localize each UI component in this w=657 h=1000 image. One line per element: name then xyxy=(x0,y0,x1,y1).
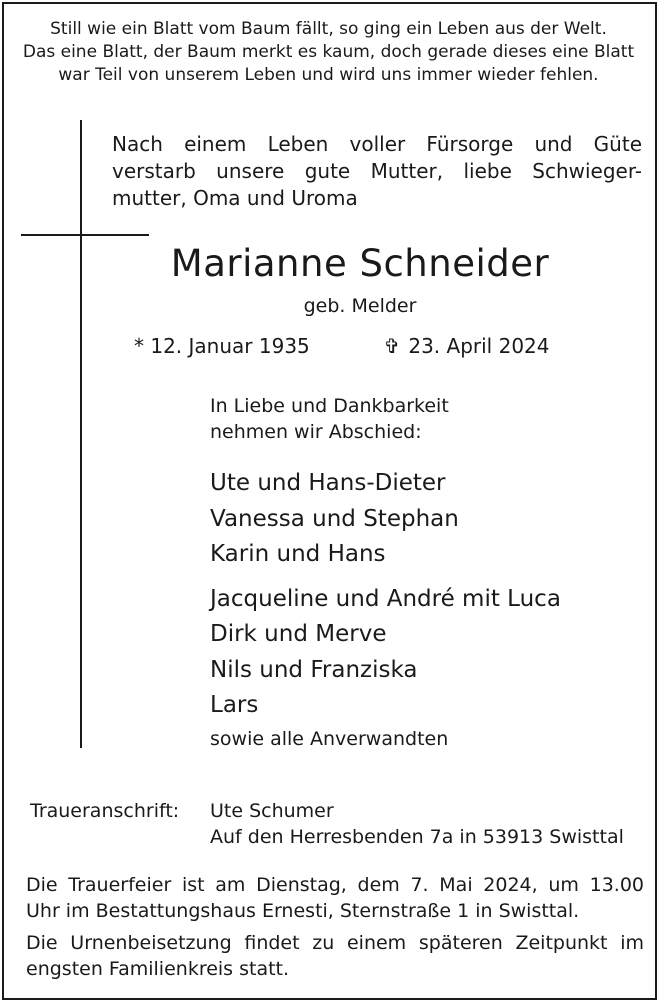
family-member: Ute und Hans-Dieter xyxy=(210,470,446,496)
family-member: Jacqueline und André mit Luca xyxy=(210,585,561,612)
maiden-name: geb. Melder xyxy=(303,295,417,317)
family-member: Vanessa und Stephan xyxy=(210,505,459,532)
mourning-address xyxy=(210,798,624,850)
cross-icon-horizontal xyxy=(21,234,149,236)
intro-line: verstarb unsere gute Mutter, liebe Schwieger- xyxy=(112,159,642,183)
death-date-line xyxy=(382,333,550,359)
farewell-text xyxy=(210,393,449,445)
family-member: Lars xyxy=(210,692,259,718)
poem-line: Still wie ein Blatt vom Baum fällt, so ging ein Leben aus der Welt. xyxy=(50,19,607,39)
ceremony-line: Uhr im Bestattungshaus Ernesti, Sternstraße 1 in Swisttal. xyxy=(26,900,580,922)
burial-line: engsten Familienkreis statt. xyxy=(26,958,290,980)
ceremony-info xyxy=(26,872,644,924)
burial-info xyxy=(26,930,644,982)
death-date: 23. April 2024 xyxy=(408,334,550,358)
death-cross-icon: ✞ xyxy=(383,334,401,358)
cross-icon-vertical xyxy=(80,120,82,748)
address-label: Traueranschrift: xyxy=(30,800,180,822)
farewell-line: nehmen wir Abschied: xyxy=(210,421,422,443)
burial-line: Die Urnenbeisetzung findet zu einem späteren Zeitpunkt im xyxy=(26,932,644,954)
poem-line: Das eine Blatt, der Baum merkt es kaum, doch gerade dieses eine Blatt xyxy=(22,42,635,62)
family-member: Karin und Hans xyxy=(210,541,386,567)
family-member: Dirk und Merve xyxy=(210,621,387,647)
poem-line: war Teil von unserem Leben und wird uns immer wieder fehlen. xyxy=(58,65,599,85)
birth-date: * 12. Januar 1935 xyxy=(134,334,310,358)
address-street: Auf den Herresbenden 7a in 53913 Swisttal xyxy=(210,826,624,848)
intro-line: mutter, Oma und Uroma xyxy=(112,186,358,210)
deceased-name: Marianne Schneider xyxy=(170,242,550,285)
ceremony-line: Die Trauerfeier ist am Dienstag, dem 7. Mai 2024, um 13.00 xyxy=(26,874,644,896)
relatives-line: sowie alle Anverwandten xyxy=(210,728,449,750)
address-name: Ute Schumer xyxy=(210,800,334,822)
family-member: Nils und Franziska xyxy=(210,656,418,683)
poem xyxy=(0,18,657,87)
family-list xyxy=(210,466,561,724)
intro-text xyxy=(112,131,642,212)
intro-line: Nach einem Leben voller Fürsorge und Güte xyxy=(112,132,642,156)
farewell-line: In Liebe und Dankbarkeit xyxy=(210,395,449,417)
